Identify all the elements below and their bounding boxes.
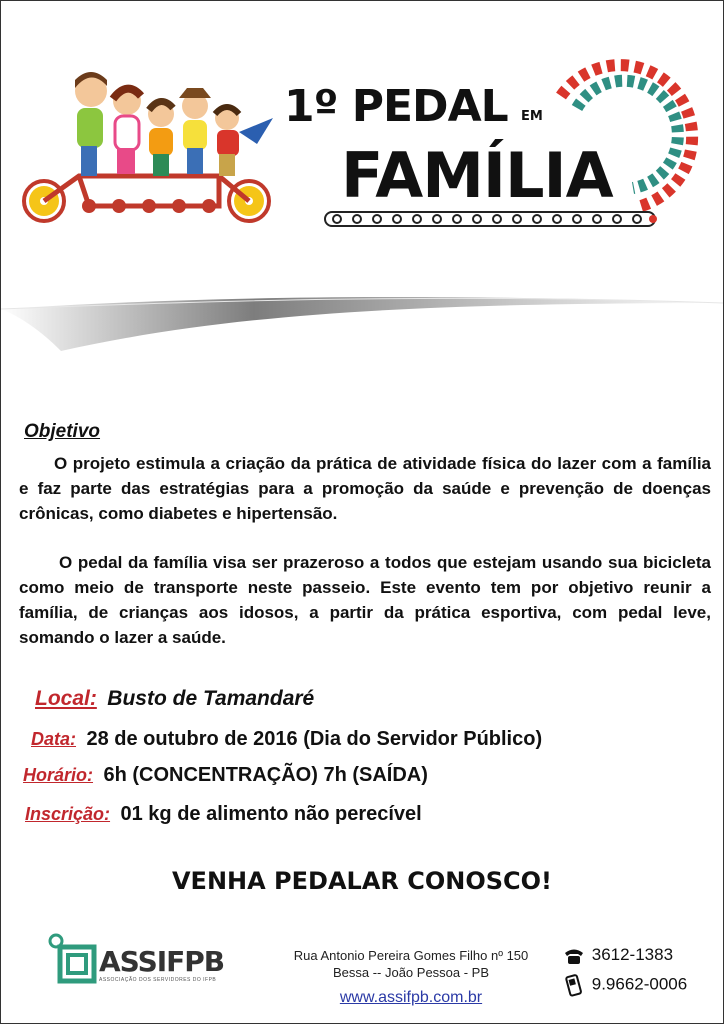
assifpb-logo-icon [46, 933, 98, 985]
assifpb-logo-subtitle: ASSOCIAÇÃO DOS SERVIDORES DO IFPB [99, 977, 217, 983]
local-row [35, 687, 314, 711]
objective-paragraph-2: O pedal da família visa ser prazeroso a todos que estejam usando sua bicicleta como meio de transporte neste passeio. Este evento tem por objetivo reunir a família, de crianças aos idosos, a partir da prática esportiva, com pedal leve, somando o lazer a saúde. [19, 553, 711, 647]
date-row [31, 728, 542, 751]
registration-row [25, 803, 422, 826]
objective-paragraph-1: O projeto estimula a criação da prática de atividade física do lazer com a família e faz parte das estratégias para a promoção da saúde e prevenção de doenças crônicas, como diabetes e hipertensão. [19, 454, 711, 523]
children-bicycle-illustration [19, 66, 274, 231]
event-title-em: EM [521, 109, 543, 124]
registration-label: Inscrição: [25, 804, 111, 824]
registration-value: 01 kg de alimento não perecível [120, 803, 422, 825]
objective-heading: Objetivo [24, 421, 101, 442]
telephone-icon [563, 947, 587, 965]
mobile-row [563, 973, 687, 997]
time-value: 6h (CONCENTRAÇÃO) 7h (SAÍDA) [103, 764, 428, 786]
objective-section [19, 421, 711, 650]
address-line-2: Bessa -- João Pessoa - PB [332, 965, 490, 980]
date-label: Data: [31, 729, 77, 749]
local-label: Local: [35, 687, 97, 710]
time-row [23, 764, 428, 787]
swoosh-decoration [1, 251, 723, 371]
address-line-1: Rua Antonio Pereira Gomes Filho nº 150 [293, 948, 529, 963]
time-label: Horário: [23, 765, 94, 785]
event-title-family: FAMÍLIA [341, 139, 613, 212]
address [271, 947, 551, 981]
landline-number: 3612-1383 [591, 945, 674, 964]
event-title-number: 1º PEDAL [284, 81, 508, 132]
mobile-phone-icon [563, 973, 587, 997]
assifpb-logo-text: ASSIFPB [99, 945, 225, 978]
landline-row [563, 945, 673, 965]
call-to-action: VENHA PEDALAR CONOSCO! [171, 867, 552, 895]
header [1, 1, 723, 381]
local-value: Busto de Tamandaré [107, 687, 315, 710]
mobile-number: 9.9662-0006 [591, 974, 688, 994]
date-value: 28 de outubro de 2016 (Dia do Servidor Público) [86, 728, 543, 750]
website-link[interactable]: www.assifpb.com.br [339, 989, 483, 1006]
